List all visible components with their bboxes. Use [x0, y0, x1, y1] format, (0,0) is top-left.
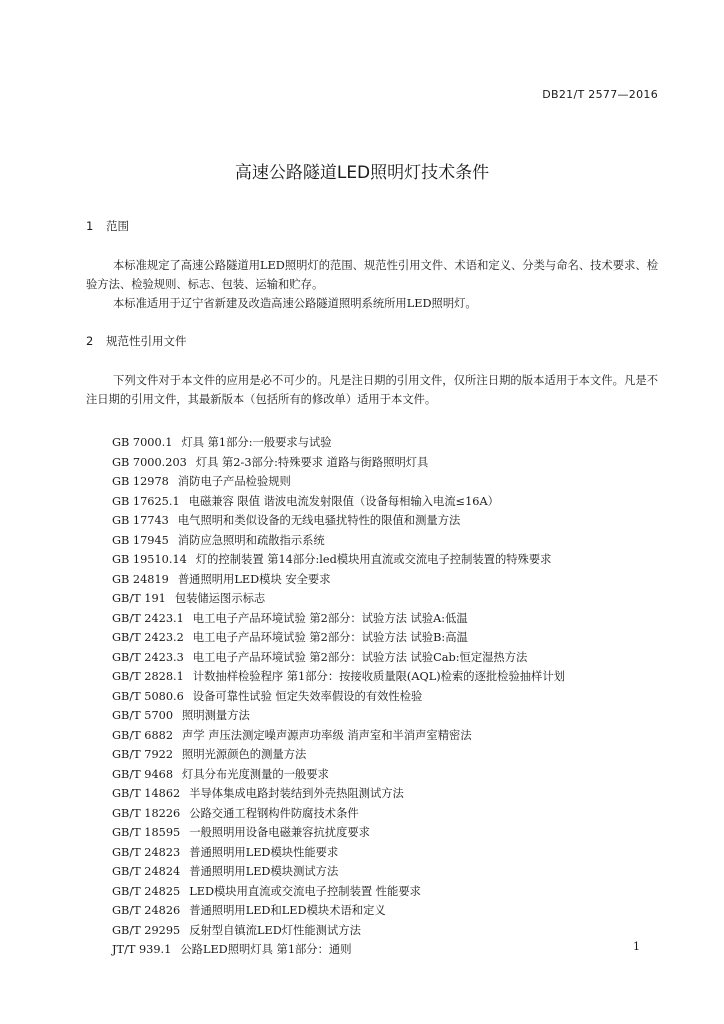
reference-title: 消防电子产品检验规则: [177, 475, 291, 488]
reference-item: [112, 648, 565, 668]
reference-title: 消防应急照明和疏散指示系统: [177, 533, 325, 547]
scope-paragraph-1: 本标准规定了高速公路隧道用LED照明灯的范围、规范性引用文件、术语和定义、分类与命名、技术要求、检验方法、检验规则、标志、包装、运输和贮存。: [86, 259, 658, 291]
section-heading-normative-references: [86, 333, 187, 349]
reference-item: [112, 765, 565, 785]
reference-title: 普通照明用LED模块性能要求: [189, 845, 339, 859]
reference-item: [112, 570, 565, 590]
reference-code: GB 24819: [112, 572, 169, 586]
reference-code: GB/T 2828.1: [112, 670, 184, 683]
reference-code: GB 7000.1: [112, 436, 173, 449]
reference-code: GB/T 14862: [112, 787, 181, 800]
section-title: 规范性引用文件: [106, 334, 187, 348]
reference-title: 照明测量方法: [182, 709, 250, 722]
reference-code: GB/T 2423.3: [112, 650, 184, 664]
reference-item: [112, 453, 565, 473]
reference-title: 灯的控制装置 第14部分:led模块用直流或交流电子控制装置的特殊要求: [195, 553, 552, 566]
references-intro-paragraph: 下列文件对于本文件的应用是必不可少的。凡是注日期的引用文件，仅所注日期的版本适用于本文件。凡是不注日期的引用文件，其最新版本（包括所有的修改单）适用于本文件。: [86, 374, 658, 406]
reference-list: [112, 433, 565, 960]
reference-item: [112, 706, 565, 726]
reference-code: GB 19510.14: [112, 553, 187, 566]
reference-code: JT/T 939.1: [112, 943, 172, 956]
standard-number: DB21/T 2577—2016: [542, 88, 658, 101]
reference-title: 计数抽样检验程序 第1部分：按接收质量限(AQL)检索的逐批检验抽样计划: [192, 670, 565, 683]
reference-item: [112, 687, 565, 707]
reference-item: [112, 862, 565, 882]
reference-title: 电工电子产品环境试验 第2部分：试验方法 试验Cab:恒定湿热方法: [192, 650, 528, 664]
reference-title: 普通照明用LED和LED模块术语和定义: [189, 904, 386, 917]
reference-code: GB/T 7922: [112, 748, 174, 761]
reference-item: [112, 823, 565, 843]
reference-item: [112, 745, 565, 765]
reference-code: GB/T 2423.1: [112, 611, 184, 625]
reference-item: [112, 589, 565, 609]
reference-code: GB 12978: [112, 475, 169, 488]
reference-item: [112, 667, 565, 687]
reference-code: GB/T 2423.2: [112, 631, 184, 644]
section-number: 1: [86, 219, 94, 233]
reference-item: [112, 882, 565, 902]
reference-code: GB 17743: [112, 514, 169, 527]
reference-code: GB/T 9468: [112, 767, 174, 781]
reference-title: 灯具分布光度测量的一般要求: [182, 767, 329, 781]
reference-title: 设备可靠性试验 恒定失效率假设的有效性检验: [192, 689, 423, 703]
reference-code: GB/T 5080.6: [112, 689, 184, 703]
reference-title: 普通照明用LED模块 安全要求: [177, 572, 331, 586]
reference-code: GB/T 29295: [112, 923, 181, 937]
reference-item: [112, 492, 565, 512]
reference-item: [112, 784, 565, 804]
reference-item: [112, 940, 565, 960]
reference-code: GB 17945: [112, 533, 169, 547]
reference-item: [112, 843, 565, 863]
reference-code: GB 17625.1: [112, 494, 180, 508]
scope-paragraph-2: 本标准适用于辽宁省新建及改造高速公路隧道照明系统所用LED照明灯。: [113, 297, 477, 310]
reference-item: [112, 550, 565, 570]
reference-title: 照明光源颜色的测量方法: [182, 748, 307, 761]
section-number: 2: [86, 334, 94, 348]
reference-item: [112, 901, 565, 921]
reference-item: [112, 472, 565, 492]
reference-title: LED模块用直流或交流电子控制装置 性能要求: [189, 884, 421, 898]
reference-item: [112, 511, 565, 531]
reference-title: 电气照明和类似设备的无线电骚扰特性的限值和测量方法: [177, 514, 461, 527]
reference-title: 灯具 第1部分:一般要求与试验: [181, 436, 332, 449]
reference-title: 公路LED照明灯具 第1部分：通则: [180, 943, 352, 956]
reference-code: GB/T 18226: [112, 806, 181, 820]
section-heading-scope: [86, 218, 129, 234]
reference-title: 一般照明用设备电磁兼容抗扰度要求: [189, 826, 370, 839]
reference-title: 电工电子产品环境试验 第2部分：试验方法 试验B:高温: [192, 631, 468, 644]
reference-title: 电工电子产品环境试验 第2部分：试验方法 试验A:低温: [192, 611, 468, 625]
reference-code: GB/T 191: [112, 592, 166, 605]
reference-item: [112, 628, 565, 648]
reference-item: [112, 921, 565, 941]
reference-code: GB/T 24824: [112, 865, 181, 878]
reference-code: GB/T 24823: [112, 845, 181, 859]
reference-title: 电磁兼容 限值 谐波电流发射限值（设备每相输入电流≤16A）: [188, 494, 499, 508]
reference-code: GB/T 6882: [112, 728, 174, 742]
reference-item: [112, 531, 565, 551]
reference-title: 普通照明用LED模块测试方法: [189, 865, 339, 878]
reference-title: 公路交通工程钢构件防腐技术条件: [189, 806, 359, 820]
reference-item: [112, 804, 565, 824]
reference-title: 包装储运图示标志: [174, 592, 266, 605]
reference-item: [112, 433, 565, 453]
reference-code: GB/T 24826: [112, 904, 181, 917]
reference-title: 反射型自镇流LED灯性能测试方法: [189, 923, 361, 937]
reference-item: [112, 609, 565, 629]
document-title: 高速公路隧道LED照明灯技术条件: [234, 163, 490, 183]
reference-code: GB/T 18595: [112, 826, 181, 839]
reference-code: GB/T 24825: [112, 884, 181, 898]
reference-item: [112, 726, 565, 746]
reference-title: 声学 声压法测定噪声源声功率级 消声室和半消声室精密法: [182, 728, 472, 742]
reference-code: GB/T 5700: [112, 709, 174, 722]
reference-code: GB 7000.203: [112, 455, 187, 469]
reference-title: 灯具 第2-3部分:特殊要求 道路与街路照明灯具: [195, 455, 429, 469]
section-title: 范围: [106, 219, 129, 233]
reference-title: 半导体集成电路封装结到外壳热阻测试方法: [189, 787, 404, 800]
page-number: 1: [633, 940, 640, 953]
